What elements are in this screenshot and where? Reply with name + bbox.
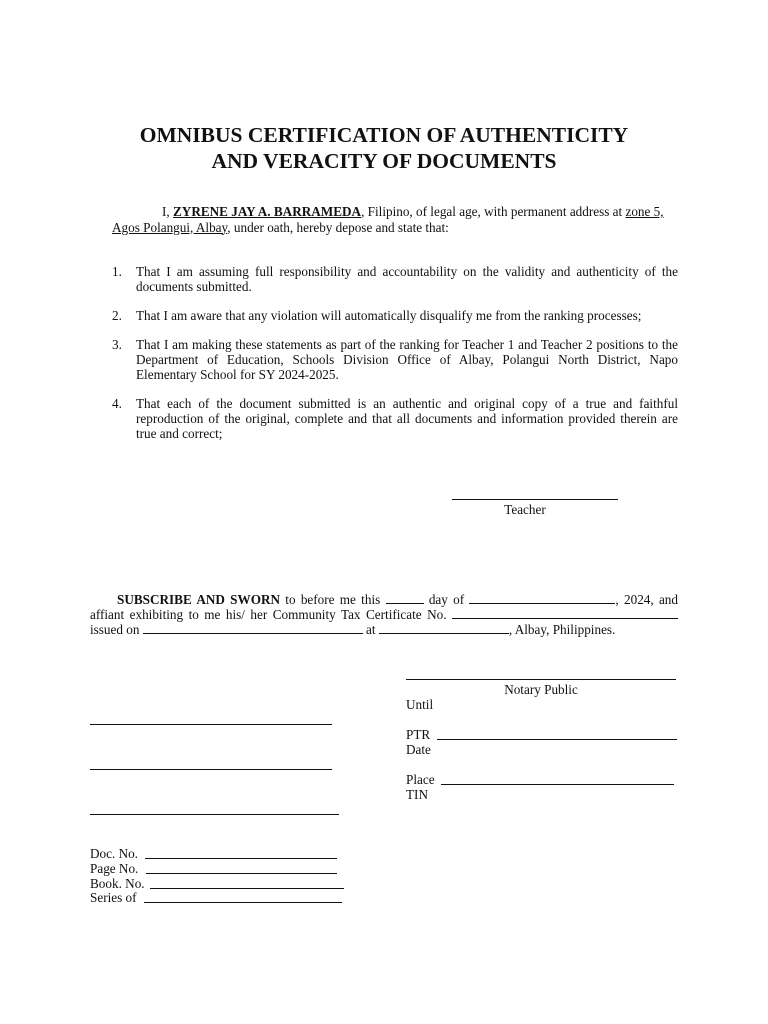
title-line-1: OMNIBUS CERTIFICATION OF AUTHENTICITY [139, 123, 629, 147]
jurat-lead: SUBSCRIBE AND SWORN [117, 592, 280, 607]
teacher-label: Teacher [504, 502, 546, 517]
notary-signature-line [406, 679, 676, 680]
item-text: That each of the document submitted is an authentic and original copy of a true and faithful reproduction of the original, complete and that all documents and information provided therein are true and correct; [136, 396, 678, 441]
date-label: Date [406, 742, 431, 757]
jurat-text-6: , Albay, Philippines. [508, 622, 616, 637]
tin-label: TIN [406, 787, 428, 802]
title-line-2: AND VERACITY OF DOCUMENTS [211, 149, 557, 173]
jurat-text-5: at [362, 622, 379, 637]
teacher-signature-line [452, 499, 618, 500]
ptr-blank [437, 739, 677, 740]
jurat-text-3: , 2024, and affiant exhibiting to me his/ her Community Tax Certificate No. [90, 592, 678, 622]
list-item [112, 308, 678, 323]
doc-no-blank [145, 858, 337, 859]
ctc-number-blank [452, 608, 678, 619]
series-of-blank [144, 902, 342, 903]
item-number: 1. [112, 264, 122, 279]
place-blank [441, 784, 674, 785]
place-label: Place [406, 772, 435, 787]
item-text: That I am assuming full responsibility and accountability on the validity and authenticity of the documents submitted. [136, 264, 678, 294]
page-no-label: Page No. [90, 861, 139, 876]
list-item [112, 396, 678, 441]
item-text: That I am aware that any violation will automatically disqualify me from the ranking processes; [136, 308, 642, 323]
jurat-text-1: to before me this [280, 592, 386, 607]
series-of-label: Series of [90, 890, 137, 905]
list-item [112, 337, 678, 382]
item-number: 3. [112, 337, 122, 352]
statement-list [112, 264, 678, 455]
list-item [112, 264, 678, 294]
item-number: 4. [112, 396, 122, 411]
book-no-label: Book. No. [90, 876, 145, 891]
notary-public-label: Notary Public [504, 682, 578, 697]
jurat-text-4: issued on [90, 622, 143, 637]
issued-at-blank [379, 623, 509, 634]
affiant-address: zone 5, Agos Polangui, Albay [112, 204, 664, 235]
left-blank-line [90, 769, 332, 770]
left-blank-line [90, 814, 339, 815]
item-text: That I am making these statements as part of the ranking for Teacher 1 and Teacher 2 positions to the Department of Education, Schools Division Office of Albay, Polangui North District, Napo Elementary School for SY 2024-2025. [136, 337, 678, 382]
intro-middle: , Filipino, of legal age, with permanent address at [361, 204, 626, 219]
document-title [90, 122, 678, 174]
item-number: 2. [112, 308, 122, 323]
doc-no-label: Doc. No. [90, 846, 138, 861]
day-blank [386, 593, 424, 604]
jurat-paragraph [90, 592, 678, 637]
issued-on-blank [143, 623, 363, 634]
book-no-blank [150, 888, 344, 889]
left-blank-line [90, 724, 332, 725]
month-blank [469, 593, 615, 604]
ptr-label: PTR [406, 727, 431, 742]
intro-paragraph [112, 204, 678, 235]
page-no-blank [146, 873, 337, 874]
intro-suffix: , under oath, hereby depose and state that: [227, 219, 449, 235]
until-label: Until [406, 697, 434, 712]
affiant-name: ZYRENE JAY A. BARRAMEDA [173, 204, 362, 219]
intro-prefix: I, [162, 204, 173, 219]
jurat-text-2: day of [423, 592, 470, 607]
